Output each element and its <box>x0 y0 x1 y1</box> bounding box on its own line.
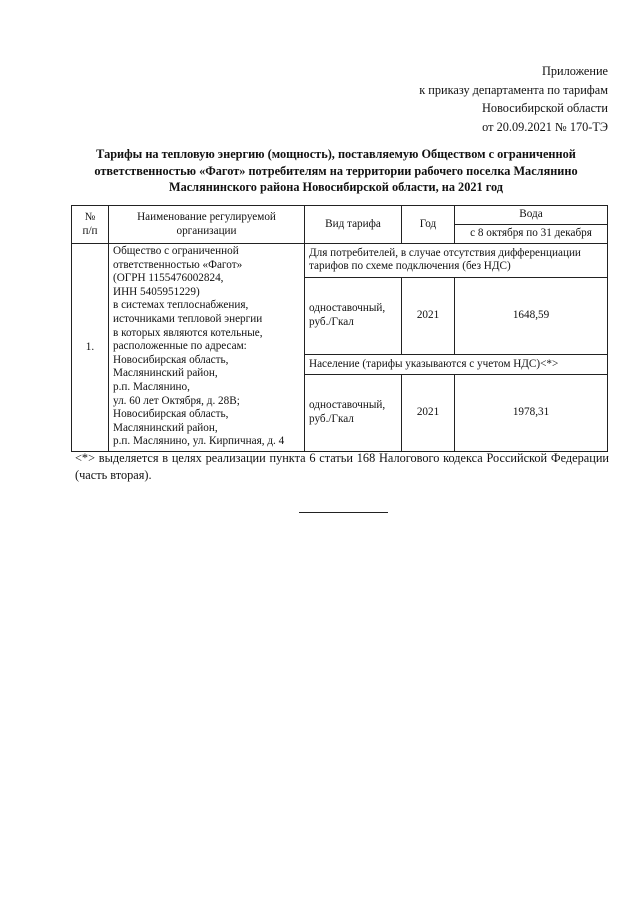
org-line: ответственностью «Фагот» <box>113 258 243 271</box>
year-cell: 2021 <box>402 277 455 354</box>
appendix-header <box>419 62 608 136</box>
closing-rule <box>299 512 388 513</box>
appendix-line-2: к приказу департамента по тарифам <box>419 82 608 97</box>
footnote: <*> выделяется в целях реализации пункта 6 статьи 168 Налогового кодекса Российской Федерации (часть вторая). <box>75 451 609 482</box>
appendix-line-1: Приложение <box>542 64 608 78</box>
org-line: Маслянинский район, <box>113 421 218 434</box>
org-line: источниками тепловой энергии <box>113 312 263 325</box>
header-organization <box>109 206 305 244</box>
org-line: Маслянинский район, <box>113 367 218 380</box>
header-water: Вода <box>455 206 608 225</box>
title-line-2: ответственностью «Фагот» потребителям на территории рабочего поселка Маслянино <box>94 163 578 178</box>
group-consumers-label-line-2: тарифов по схеме подключения (без НДС) <box>309 260 511 273</box>
document-title <box>66 146 606 196</box>
organization-cell <box>109 244 305 452</box>
row-number: 1. <box>72 244 109 452</box>
tariff-type-line-1: одноставочный, <box>309 302 386 315</box>
tariff-value-cell: 1648,59 <box>455 277 608 354</box>
header-org-line-1: Наименование регулируемой <box>137 210 276 223</box>
tariff-value-cell: 1978,31 <box>455 374 608 451</box>
title-line-3: Маслянинского района Новосибирской области, на 2021 год <box>168 180 504 194</box>
title-line-1: Тарифы на тепловую энергию (мощность), поставляемую Обществом с ограниченной <box>96 147 576 161</box>
tariff-type-line-1: одноставочный, <box>309 399 386 412</box>
org-line: в системах теплоснабжения, <box>113 299 249 312</box>
header-number-line-1: № <box>84 210 96 223</box>
header-number-line-2: п/п <box>82 224 98 237</box>
tariff-type-cell <box>305 277 402 354</box>
org-line: ул. 60 лет Октября, д. 28В; <box>113 394 240 407</box>
org-line: р.п. Маслянино, ул. Кирпичная, д. 4 <box>113 435 285 448</box>
header-period: с 8 октября по 31 декабря <box>455 225 608 244</box>
tariff-type-line-2: руб./Гкал <box>309 316 354 329</box>
group-consumers-label-line-1: Для потребителей, в случае отсутствия дифференциации <box>309 246 581 259</box>
org-line: в которых являются котельные, <box>113 326 263 339</box>
header-number <box>72 206 109 244</box>
org-line: Новосибирская область, <box>113 353 229 366</box>
year-cell: 2021 <box>402 374 455 451</box>
tariff-type-line-2: руб./Гкал <box>309 412 354 425</box>
org-line: расположенные по адресам: <box>113 340 247 353</box>
group-population-label: Население (тарифы указываются с учетом НДС)<*> <box>305 355 608 375</box>
header-org-line-2: организации <box>176 224 237 237</box>
header-year: Год <box>402 206 455 244</box>
group-consumers-label <box>305 244 608 278</box>
tariff-table <box>71 205 608 452</box>
org-line: Новосибирская область, <box>113 408 229 421</box>
header-tariff-type: Вид тарифа <box>305 206 402 244</box>
table-row <box>72 244 608 278</box>
org-line: Общество с ограниченной <box>113 245 239 257</box>
org-line: р.п. Маслянино, <box>113 380 190 393</box>
table-header-row-1 <box>72 206 608 225</box>
tariff-type-cell <box>305 374 402 451</box>
org-line: (ОГРН 1155476002824, <box>113 272 224 285</box>
org-line: ИНН 5405951229) <box>113 285 200 298</box>
appendix-line-3: Новосибирской области <box>482 101 608 115</box>
appendix-line-4: от 20.09.2021 № 170-ТЭ <box>482 119 608 134</box>
